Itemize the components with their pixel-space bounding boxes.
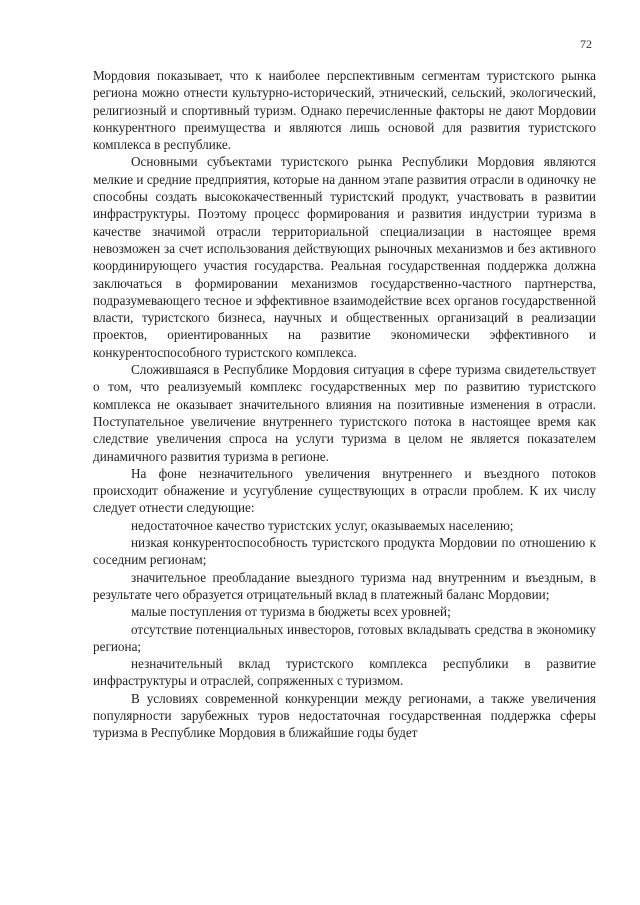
page-number: 72 (580, 37, 592, 51)
paragraph-competition: В условиях современной конкуренции между регионами, а также увеличения популярности зарубежных туров недостаточная государственная поддержка сферы туризма в Республике Мордовия в ближайшие годы будет (93, 690, 596, 741)
list-item-competitiveness: низкая конкурентоспособность туристского продукта Мордовии по отношению к соседним регионам; (93, 535, 596, 568)
list-item-infrastructure: незначительный вклад туристского комплекса республики в развитие инфраструктуры и отраслей, сопряженных с туризмом. (93, 656, 596, 689)
paragraph-problems-intro: На фоне незначительного увеличения внутреннего и въездного потоков происходит обнажение и усугубление существующих в отрасли проблем. К их числу следует отнести следующие: (93, 465, 596, 516)
paragraph-situation: Сложившаяся в Республике Мордовия ситуация в сфере туризма свидетельствует о том, что реализуемый комплекс государственных мер по развитию туристского комплекса не оказывает значительного влияния на позитивные изменения в отрасли. Поступательное увеличение внутреннего туристского потока в настоящее время как следствие увеличения спроса на услуги туризма в целом не является показателем динамичного развития туризма в регионе. (93, 362, 596, 464)
paragraph-continuation: Мордовия показывает, что к наиболее перспективным сегментам туристского рынка региона можно отнести культурно-исторический, этнический, сельский, экологический, религиозный и спортивный туризм. Однако перечисленные факторы не дают Мордовии конкурентного преимущества и являются лишь основой для развития туристского комплекса в республике. (93, 68, 596, 153)
list-item-budget: малые поступления от туризма в бюджеты всех уровней; (131, 604, 451, 620)
list-item-investors: отсутствие потенциальных инвесторов, готовых вкладывать средства в экономику региона; (93, 621, 596, 654)
paragraph-subjects: Основными субъектами туристского рынка Республики Мордовия являются мелкие и средние предприятия, которые на данном этапе развития отрасли в одиночку не способны создать высококачественный туристский продукт, участвовать в развитии инфраструктуры. Поэтому процесс формирования и развития индустрии туризма в качестве значимой отрасли территориальной специализации в настоящее время невозможен за счет использования действующих рыночных механизмов и без активного координирующего участия государства. Реальная государственная поддержка должна заключаться в формировании механизмов государственно-частного партнерства, подразумевающего тесное и эффективное взаимодействие всех органов государственной власти, туристского бизнеса, научных и общественных организаций в реализации проектов, ориентированных на развитие экономически эффективного и конкурентоспособного туристского комплекса. (93, 154, 596, 360)
list-item-quality: недостаточное качество туристских услуг, оказываемых населению; (131, 517, 514, 533)
body-text (93, 67, 596, 742)
list-item-outbound: значительное преобладание выездного туризма над внутренним и въездным, в результате чего образуется отрицательный вклад в платежный баланс Мордовии; (93, 569, 596, 602)
